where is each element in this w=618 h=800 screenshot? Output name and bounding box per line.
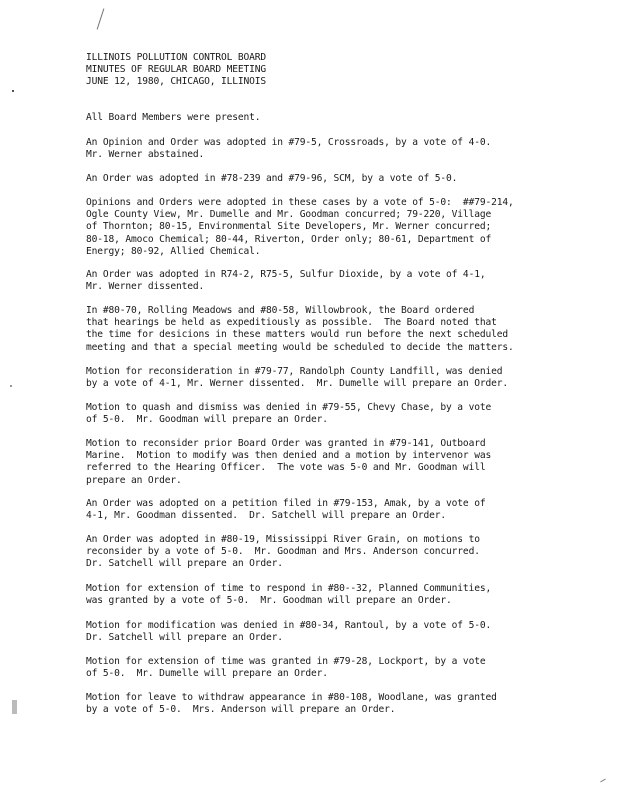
paragraph-line: Dr. Satchell will prepare an Order. — [86, 558, 283, 570]
paragraph-line: Marine. Motion to modify was then denied and a motion by intervenor was — [86, 450, 492, 462]
paragraph-line: prepare an Order. — [86, 474, 182, 486]
paragraph-line: All Board Members were present. — [86, 112, 261, 123]
paragraph-line: of Thornton; 80-15, Environmental Site Developers, Mr. Werner concurred; — [86, 221, 492, 233]
paragraph-line: Motion to quash and dismiss was denied in #79-55, Chevy Chase, by a vote — [86, 402, 492, 413]
paragraph-hearings — [86, 305, 556, 354]
paragraph-mississippi-river-grain — [86, 534, 556, 571]
paragraph-sulfur-dioxide — [86, 269, 556, 293]
paragraph-line: Motion for modification was denied in #80-34, Rantoul, by a vote of 5-0. — [86, 620, 492, 631]
paragraph-crossroads — [86, 137, 556, 161]
paragraph-line: Mr. Werner dissented. — [86, 281, 205, 293]
paragraph-lockport — [86, 656, 556, 680]
scan-mark-right — [600, 779, 606, 783]
paragraph-chevy-chase — [86, 402, 556, 426]
paragraph-line: the time for desicions in these matters would run before the next scheduled — [86, 329, 508, 341]
scan-mark-left-1 — [12, 90, 14, 92]
paragraph-randolph-county — [86, 366, 556, 390]
paragraph-line: Ogle County View, Mr. Dumelle and Mr. Goodman concurred; 79-220, Village — [86, 209, 492, 221]
paragraph-line: An Opinion and Order was adopted in #79-5, Crossroads, by a vote of 4-0. — [86, 137, 492, 148]
paragraph-scm — [86, 173, 556, 185]
scan-mark-left-3 — [12, 700, 17, 714]
paragraph-line: 4-1, Mr. Goodman dissented. Dr. Satchell will prepare an Order. — [86, 510, 447, 522]
paragraph-line: Opinions and Orders were adopted in these cases by a vote of 5-0: ##79-214, — [86, 197, 514, 208]
paragraph-line: reconsider by a vote of 5-0. Mr. Goodman and Mrs. Anderson concurred. — [86, 546, 480, 558]
paragraph-line: referred to the Hearing Officer. The vote was 5-0 and Mr. Goodman will — [86, 462, 486, 474]
paragraph-woodlane — [86, 692, 556, 716]
paragraph-line: of 5-0. Mr. Dumelle will prepare an Order. — [86, 668, 328, 680]
header-board-name: ILLINOIS POLLUTION CONTROL BOARD — [86, 52, 267, 63]
paragraph-opinions-orders — [86, 197, 556, 258]
paragraph-line: In #80-70, Rolling Meadows and #80-58, Willowbrook, the Board ordered — [86, 305, 475, 316]
paragraph-rantoul — [86, 620, 556, 644]
paragraph-line: was granted by a vote of 5-0. Mr. Goodman will prepare an Order. — [86, 595, 452, 607]
header-date-location: JUNE 12, 1980, CHICAGO, ILLINOIS — [86, 76, 267, 87]
paragraph-line: that hearings be held as expeditiously as possible. The Board noted that — [86, 317, 497, 329]
header-document-title: MINUTES OF REGULAR BOARD MEETING — [86, 64, 267, 75]
paragraph-planned-communities — [86, 583, 556, 607]
paragraph-line: Motion for reconsideration in #79-77, Randolph County Landfill, was denied — [86, 366, 503, 377]
paragraph-line: An Order was adopted in #80-19, Mississippi River Grain, on motions to — [86, 534, 480, 545]
paragraph-line: An Order was adopted on a petition filed in #79-153, Amak, by a vote of — [86, 498, 486, 509]
paragraph-outboard-marine — [86, 438, 556, 487]
paragraph-line: Mr. Werner abstained. — [86, 149, 205, 161]
paragraph-attendance — [86, 112, 556, 124]
paragraph-line: Dr. Satchell will prepare an Order. — [86, 632, 283, 644]
paragraph-line: Motion for extension of time was granted in #79-28, Lockport, by a vote — [86, 656, 486, 667]
paragraph-line: An Order was adopted in #78-239 and #79-96, SCM, by a vote of 5-0. — [86, 173, 458, 184]
paragraph-line: Motion for leave to withdraw appearance in #80-108, Woodlane, was granted — [86, 692, 497, 703]
scan-mark-left-2 — [10, 385, 12, 387]
paragraph-line: An Order was adopted in R74-2, R75-5, Sulfur Dioxide, by a vote of 4-1, — [86, 269, 486, 280]
paragraph-line: by a vote of 5-0. Mrs. Anderson will prepare an Order. — [86, 704, 396, 716]
paragraph-line: Energy; 80-92, Allied Chemical. — [86, 245, 261, 257]
paragraph-line: meeting and that a special meeting would be scheduled to decide the matters. — [86, 341, 514, 353]
paragraph-line: of 5-0. Mr. Goodman will prepare an Order. — [86, 414, 328, 426]
paragraph-line: by a vote of 4-1, Mr. Werner dissented. Mr. Dumelle will prepare an Order. — [86, 378, 508, 390]
paragraph-line: Motion for extension of time to respond in #80--32, Planned Communities, — [86, 583, 492, 594]
paragraph-amak — [86, 498, 556, 522]
paragraph-line: Motion to reconsider prior Board Order was granted in #79-141, Outboard — [86, 438, 486, 449]
minutes-header — [86, 52, 266, 88]
paragraph-line: 80-18, Amoco Chemical; 80-44, Riverton, Order only; 80-61, Department of — [86, 233, 492, 245]
scan-mark-top — [97, 8, 105, 29]
